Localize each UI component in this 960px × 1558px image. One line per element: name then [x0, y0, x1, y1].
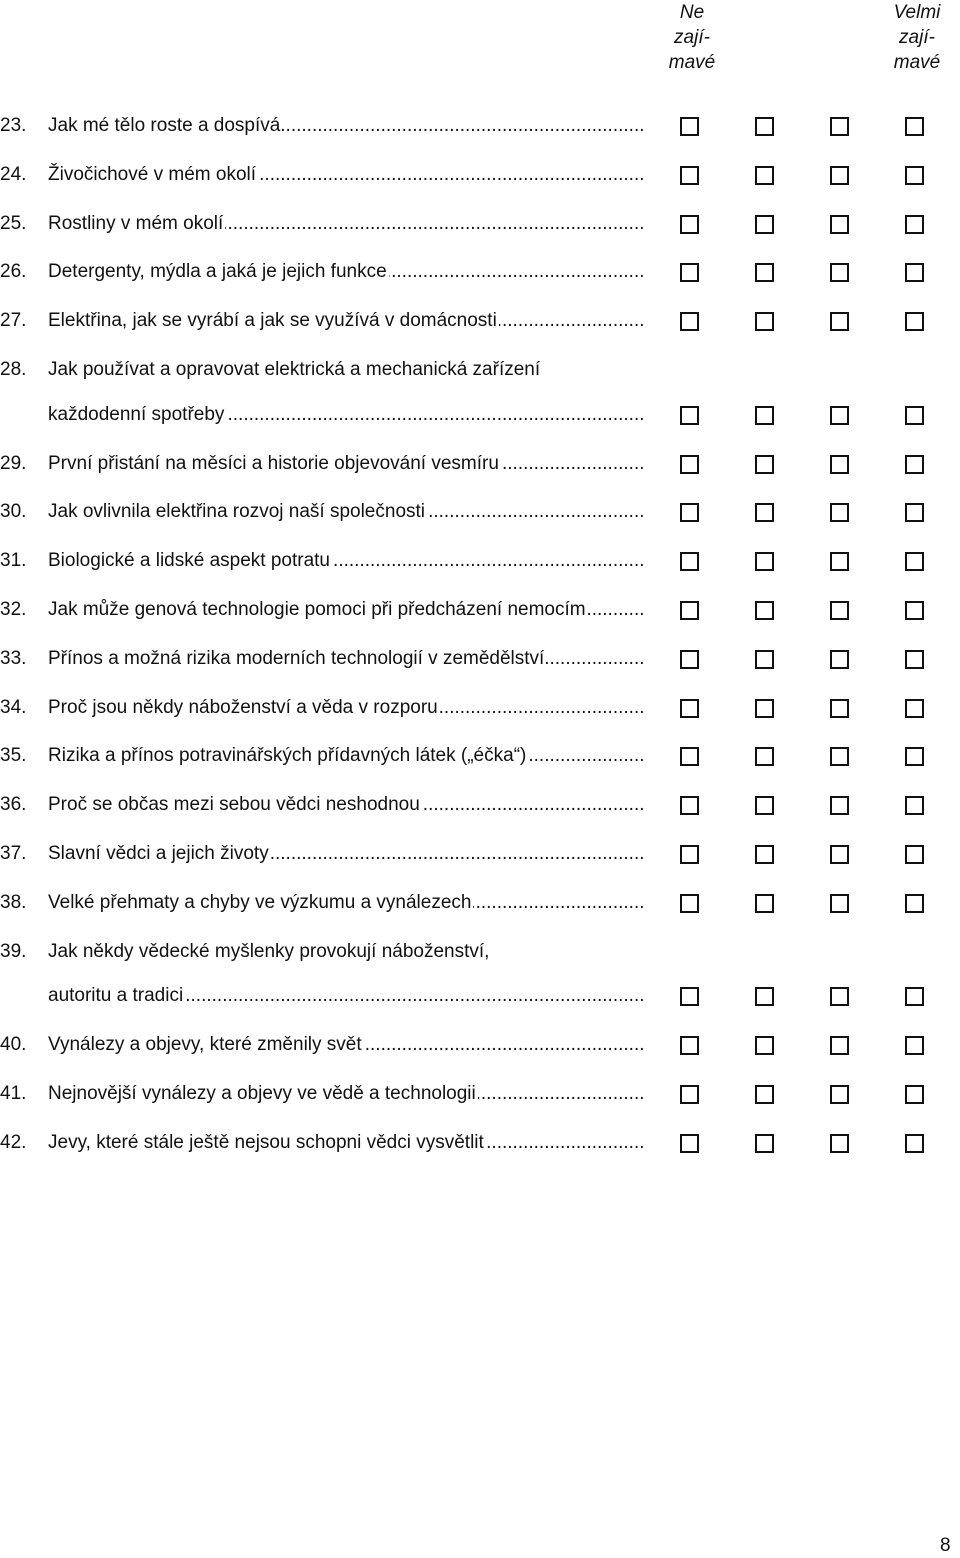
rating-checkbox-2[interactable]	[755, 845, 774, 864]
question-number: 26.	[0, 261, 27, 282]
question-number: 29.	[0, 453, 27, 474]
scale-label-very-interesting: Velmi zají- mavé	[893, 2, 941, 73]
question-text: Elektřina, jak se vyrábí a jak se využívá v domácnosti .....	[48, 306, 644, 336]
rating-checkbox-3[interactable]	[830, 263, 849, 282]
rating-checkbox-1[interactable]	[680, 215, 699, 234]
question-text: Přínos a možná rizika moderních technologií v zemědělství .....	[48, 644, 644, 674]
rating-checkbox-4[interactable]	[905, 845, 924, 864]
rating-checkbox-4[interactable]	[905, 552, 924, 571]
rating-checkbox-4[interactable]	[905, 601, 924, 620]
question-text: Velké přehmaty a chyby ve výzkumu a vynálezech .....	[48, 888, 644, 918]
question-number: 23.	[0, 115, 27, 136]
rating-checkbox-1[interactable]	[680, 312, 699, 331]
rating-checkbox-3[interactable]	[830, 796, 849, 815]
question-number: 28.	[0, 359, 27, 380]
question-number: 30.	[0, 501, 27, 522]
question-row	[0, 111, 960, 141]
rating-checkbox-1[interactable]	[680, 747, 699, 766]
rating-checkbox-3[interactable]	[830, 747, 849, 766]
question-text: Jak ovlivnila elektřina rozvoj naší společnosti .....	[48, 497, 644, 527]
rating-checkbox-4[interactable]	[905, 747, 924, 766]
question-number: 31.	[0, 550, 27, 571]
rating-checkbox-2[interactable]	[755, 650, 774, 669]
question-number: 34.	[0, 697, 27, 718]
rating-checkbox-2[interactable]	[755, 117, 774, 136]
rating-checkbox-4[interactable]	[905, 117, 924, 136]
rating-checkbox-4[interactable]	[905, 503, 924, 522]
rating-checkbox-4[interactable]	[905, 166, 924, 185]
question-text: Proč se občas mezi sebou vědci neshodnou .....	[48, 790, 644, 820]
rating-checkbox-3[interactable]	[830, 455, 849, 474]
question-text: Živočichové v mém okolí .....	[48, 160, 644, 190]
question-row	[0, 1030, 960, 1060]
question-row	[0, 546, 960, 576]
question-number: 27.	[0, 310, 27, 331]
rating-checkbox-1[interactable]	[680, 894, 699, 913]
rating-checkbox-2[interactable]	[755, 699, 774, 718]
rating-checkbox-1[interactable]	[680, 552, 699, 571]
rating-checkbox-3[interactable]	[830, 650, 849, 669]
rating-checkbox-2[interactable]	[755, 503, 774, 522]
question-row	[0, 497, 960, 527]
question-row	[0, 1128, 960, 1158]
rating-checkbox-3[interactable]	[830, 601, 849, 620]
question-row	[0, 160, 960, 190]
page-number: 8	[940, 1535, 951, 1556]
question-text: Jak někdy vědecké myšlenky provokují náboženství,	[48, 941, 490, 962]
rating-checkbox-4[interactable]	[905, 263, 924, 282]
rating-checkbox-1[interactable]	[680, 1134, 699, 1153]
question-text: Rostliny v mém okolí .....	[48, 209, 644, 239]
question-row	[0, 355, 960, 385]
rating-checkbox-4[interactable]	[905, 455, 924, 474]
question-row	[0, 790, 960, 820]
rating-checkbox-2[interactable]	[755, 455, 774, 474]
question-text-continuation: každodenní spotřeby .....	[48, 400, 644, 430]
question-text-continuation: autoritu a tradici .....	[48, 981, 644, 1011]
rating-checkbox-2[interactable]	[755, 894, 774, 913]
question-row-continuation	[0, 981, 960, 1011]
question-text: Nejnovější vynálezy a objevy ve vědě a technologii .....	[48, 1079, 644, 1109]
question-number: 36.	[0, 794, 27, 815]
question-row	[0, 595, 960, 625]
rating-checkbox-4[interactable]	[905, 699, 924, 718]
rating-checkbox-1[interactable]	[680, 845, 699, 864]
rating-checkbox-2[interactable]	[755, 1036, 774, 1055]
rating-checkbox-1[interactable]	[680, 503, 699, 522]
question-number: 41.	[0, 1083, 27, 1104]
rating-checkbox-3[interactable]	[830, 894, 849, 913]
question-text: Jevy, které stále ještě nejsou schopni vědci vysvětlit .....	[48, 1128, 644, 1158]
question-row	[0, 209, 960, 239]
rating-checkbox-1[interactable]	[680, 650, 699, 669]
rating-checkbox-3[interactable]	[830, 1134, 849, 1153]
rating-checkbox-1[interactable]	[680, 1036, 699, 1055]
rating-checkbox-1[interactable]	[680, 406, 699, 425]
rating-checkbox-1[interactable]	[680, 263, 699, 282]
rating-checkbox-1[interactable]	[680, 117, 699, 136]
question-text: Rizika a přínos potravinářských přídavných látek („éčka“) .....	[48, 741, 644, 771]
rating-checkbox-3[interactable]	[830, 1036, 849, 1055]
rating-checkbox-3[interactable]	[830, 166, 849, 185]
question-row-continuation	[0, 400, 960, 430]
rating-checkbox-3[interactable]	[830, 503, 849, 522]
rating-checkbox-2[interactable]	[755, 747, 774, 766]
question-number: 39.	[0, 941, 27, 962]
rating-checkbox-2[interactable]	[755, 1134, 774, 1153]
rating-checkbox-2[interactable]	[755, 263, 774, 282]
rating-checkbox-4[interactable]	[905, 1134, 924, 1153]
rating-checkbox-3[interactable]	[830, 215, 849, 234]
rating-checkbox-1[interactable]	[680, 455, 699, 474]
rating-checkbox-3[interactable]	[830, 552, 849, 571]
rating-checkbox-2[interactable]	[755, 552, 774, 571]
rating-checkbox-3[interactable]	[830, 845, 849, 864]
rating-checkbox-4[interactable]	[905, 1036, 924, 1055]
question-number: 25.	[0, 213, 27, 234]
question-row	[0, 741, 960, 771]
question-text: Vynálezy a objevy, které změnily svět .....	[48, 1030, 644, 1060]
question-text: Proč jsou někdy náboženství a věda v rozporu .....	[48, 693, 644, 723]
rating-checkbox-2[interactable]	[755, 987, 774, 1006]
rating-checkbox-2[interactable]	[755, 1085, 774, 1104]
rating-checkbox-1[interactable]	[680, 1085, 699, 1104]
question-number: 32.	[0, 599, 27, 620]
question-number: 35.	[0, 745, 27, 766]
rating-checkbox-3[interactable]	[830, 117, 849, 136]
question-text: Jak používat a opravovat elektrická a mechanická zařízení	[48, 359, 541, 380]
rating-checkbox-4[interactable]	[905, 796, 924, 815]
rating-checkbox-4[interactable]	[905, 650, 924, 669]
rating-checkbox-4[interactable]	[905, 406, 924, 425]
rating-checkbox-1[interactable]	[680, 987, 699, 1006]
question-number: 33.	[0, 648, 27, 669]
question-row	[0, 839, 960, 869]
rating-checkbox-2[interactable]	[755, 796, 774, 815]
rating-checkbox-3[interactable]	[830, 406, 849, 425]
question-row	[0, 1079, 960, 1109]
question-row	[0, 693, 960, 723]
rating-checkbox-1[interactable]	[680, 166, 699, 185]
question-number: 37.	[0, 843, 27, 864]
question-text: Jak mé tělo roste a dospívá .....	[48, 111, 644, 141]
question-row	[0, 644, 960, 674]
question-row	[0, 306, 960, 336]
question-text: První přistání na měsíci a historie objevování vesmíru .....	[48, 449, 644, 479]
question-row	[0, 257, 960, 287]
rating-checkbox-4[interactable]	[905, 987, 924, 1006]
question-row	[0, 937, 960, 967]
rating-checkbox-3[interactable]	[830, 1085, 849, 1104]
question-number: 38.	[0, 892, 27, 913]
rating-checkbox-4[interactable]	[905, 215, 924, 234]
rating-checkbox-2[interactable]	[755, 215, 774, 234]
rating-checkbox-1[interactable]	[680, 796, 699, 815]
rating-checkbox-1[interactable]	[680, 699, 699, 718]
rating-checkbox-3[interactable]	[830, 987, 849, 1006]
question-text: Detergenty, mýdla a jaká je jejich funkce .....	[48, 257, 644, 287]
question-row	[0, 888, 960, 918]
rating-checkbox-2[interactable]	[755, 166, 774, 185]
question-number: 24.	[0, 164, 27, 185]
rating-checkbox-4[interactable]	[905, 894, 924, 913]
rating-checkbox-2[interactable]	[755, 406, 774, 425]
rating-checkbox-3[interactable]	[830, 699, 849, 718]
question-text: Biologické a lidské aspekt potratu .....	[48, 546, 644, 576]
rating-checkbox-1[interactable]	[680, 601, 699, 620]
question-number: 40.	[0, 1034, 27, 1055]
question-text: Slavní vědci a jejich životy .....	[48, 839, 644, 869]
question-row	[0, 449, 960, 479]
scale-label-not-interesting: Ne zají- mavé	[668, 2, 716, 73]
question-text: Jak může genová technologie pomoci při předcházení nemocím .....	[48, 595, 644, 625]
rating-checkbox-4[interactable]	[905, 1085, 924, 1104]
rating-checkbox-2[interactable]	[755, 312, 774, 331]
rating-checkbox-3[interactable]	[830, 312, 849, 331]
rating-checkbox-2[interactable]	[755, 601, 774, 620]
question-number: 42.	[0, 1132, 27, 1153]
rating-checkbox-4[interactable]	[905, 312, 924, 331]
